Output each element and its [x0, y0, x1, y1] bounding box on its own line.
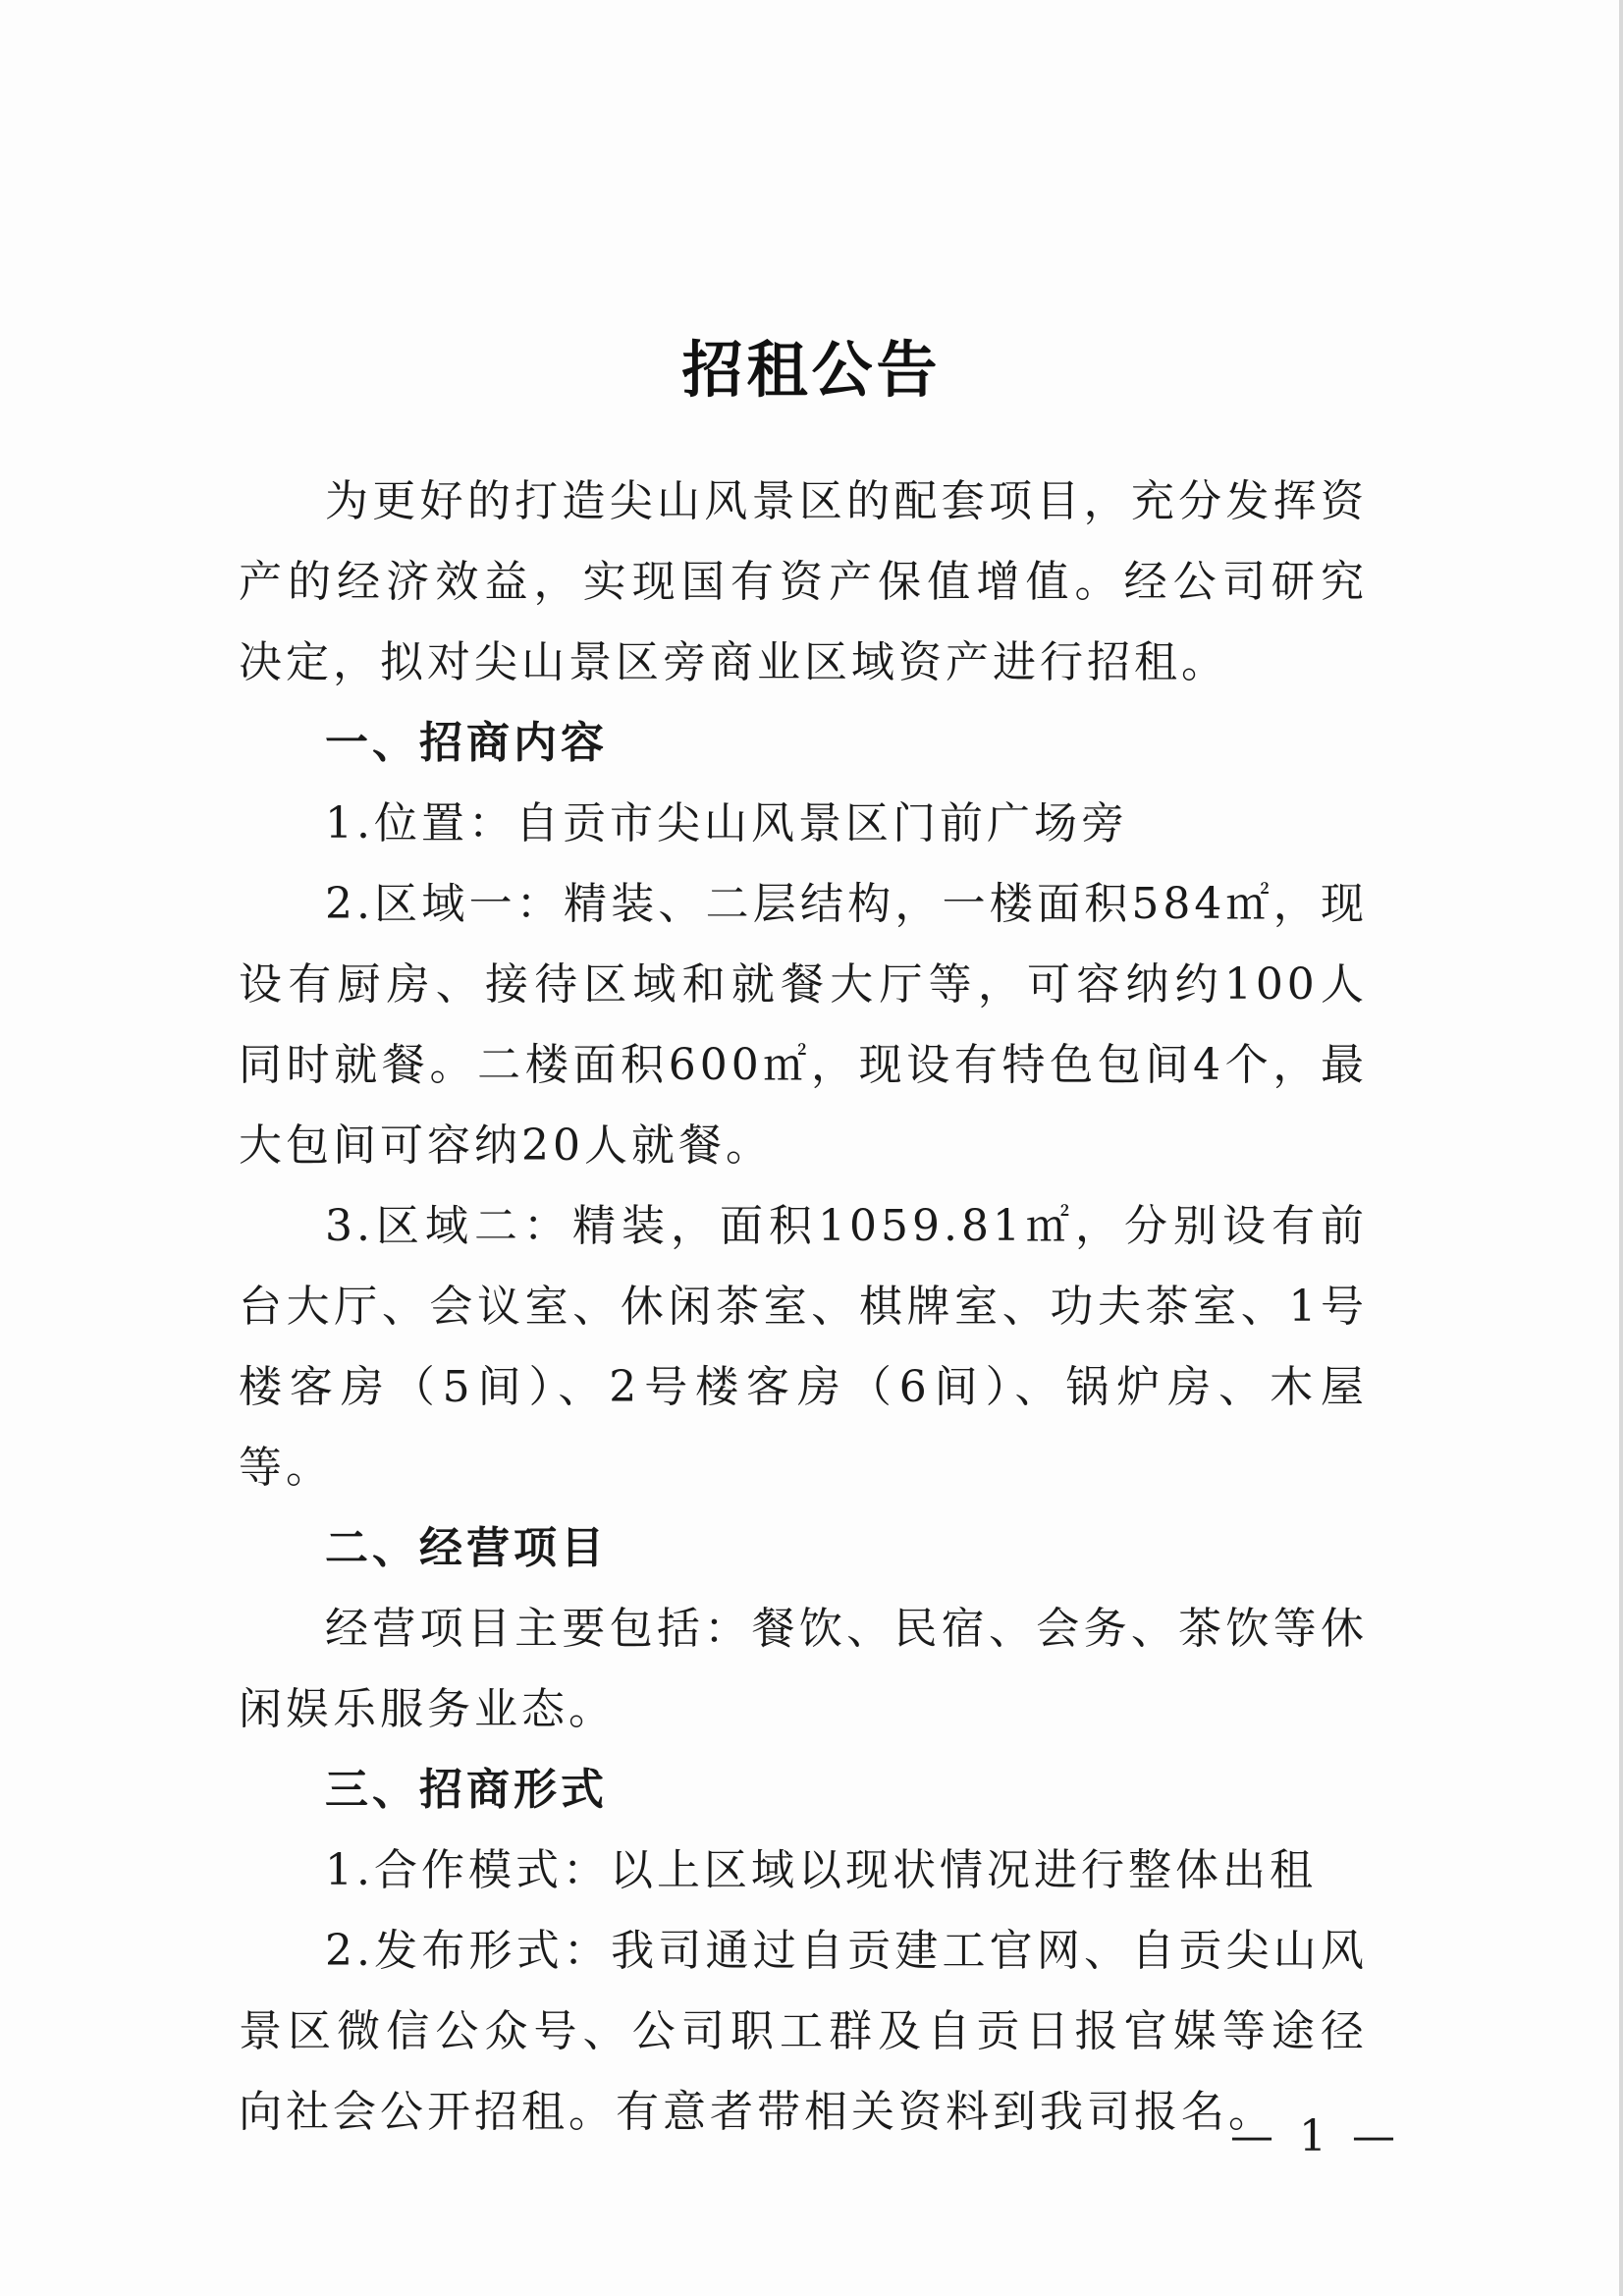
area-two-paragraph: 3.区域二：精装，面积1059.81㎡，分别设有前台大厅、会议室、休闲茶室、棋牌室、功夫茶室、1号楼客房（5间）、2号楼客房（6间）、锅炉房、木屋等。 [239, 1201, 1368, 1493]
cooperation-mode-paragraph: 1.合作模式：以上区域以现状情况进行整体出租 [325, 1845, 1317, 1895]
intro-paragraph: 为更好的打造尖山风景区的配套项目，充分发挥资产的经济效益，实现国有资产保值增值。经公司研究决定，拟对尖山景区旁商业区域资产进行招租。 [239, 476, 1368, 687]
location-paragraph: 1.位置：自贡市尖山风景区门前广场旁 [325, 798, 1128, 848]
publishing-form-paragraph: 2.发布形式：我司通过自贡建工官网、自贡尖山风景区微信公众号、公司职工群及自贡日报官媒等途径向社会公开招租。有意者带相关资料到我司报名。 [239, 1926, 1368, 2137]
page-number: — 1 — [1230, 2111, 1401, 2161]
business-scope-paragraph: 经营项目主要包括：餐饮、民宿、会务、茶饮等休闲娱乐服务业态。 [239, 1604, 1368, 1734]
document-body [239, 462, 1368, 2153]
section-heading-1: 一、招商内容 [325, 718, 608, 768]
section-heading-2: 二、经营项目 [325, 1523, 608, 1573]
section-heading-3: 三、招商形式 [325, 1765, 608, 1815]
area-one-paragraph: 2.区域一：精装、二层结构，一楼面积584㎡，现设有厨房、接待区域和就餐大厅等，可容纳约100人同时就餐。二楼面积600㎡，现设有特色包间4个，最大包间可容纳20人就餐。 [239, 879, 1368, 1171]
page-title: 招租公告 [681, 333, 942, 406]
